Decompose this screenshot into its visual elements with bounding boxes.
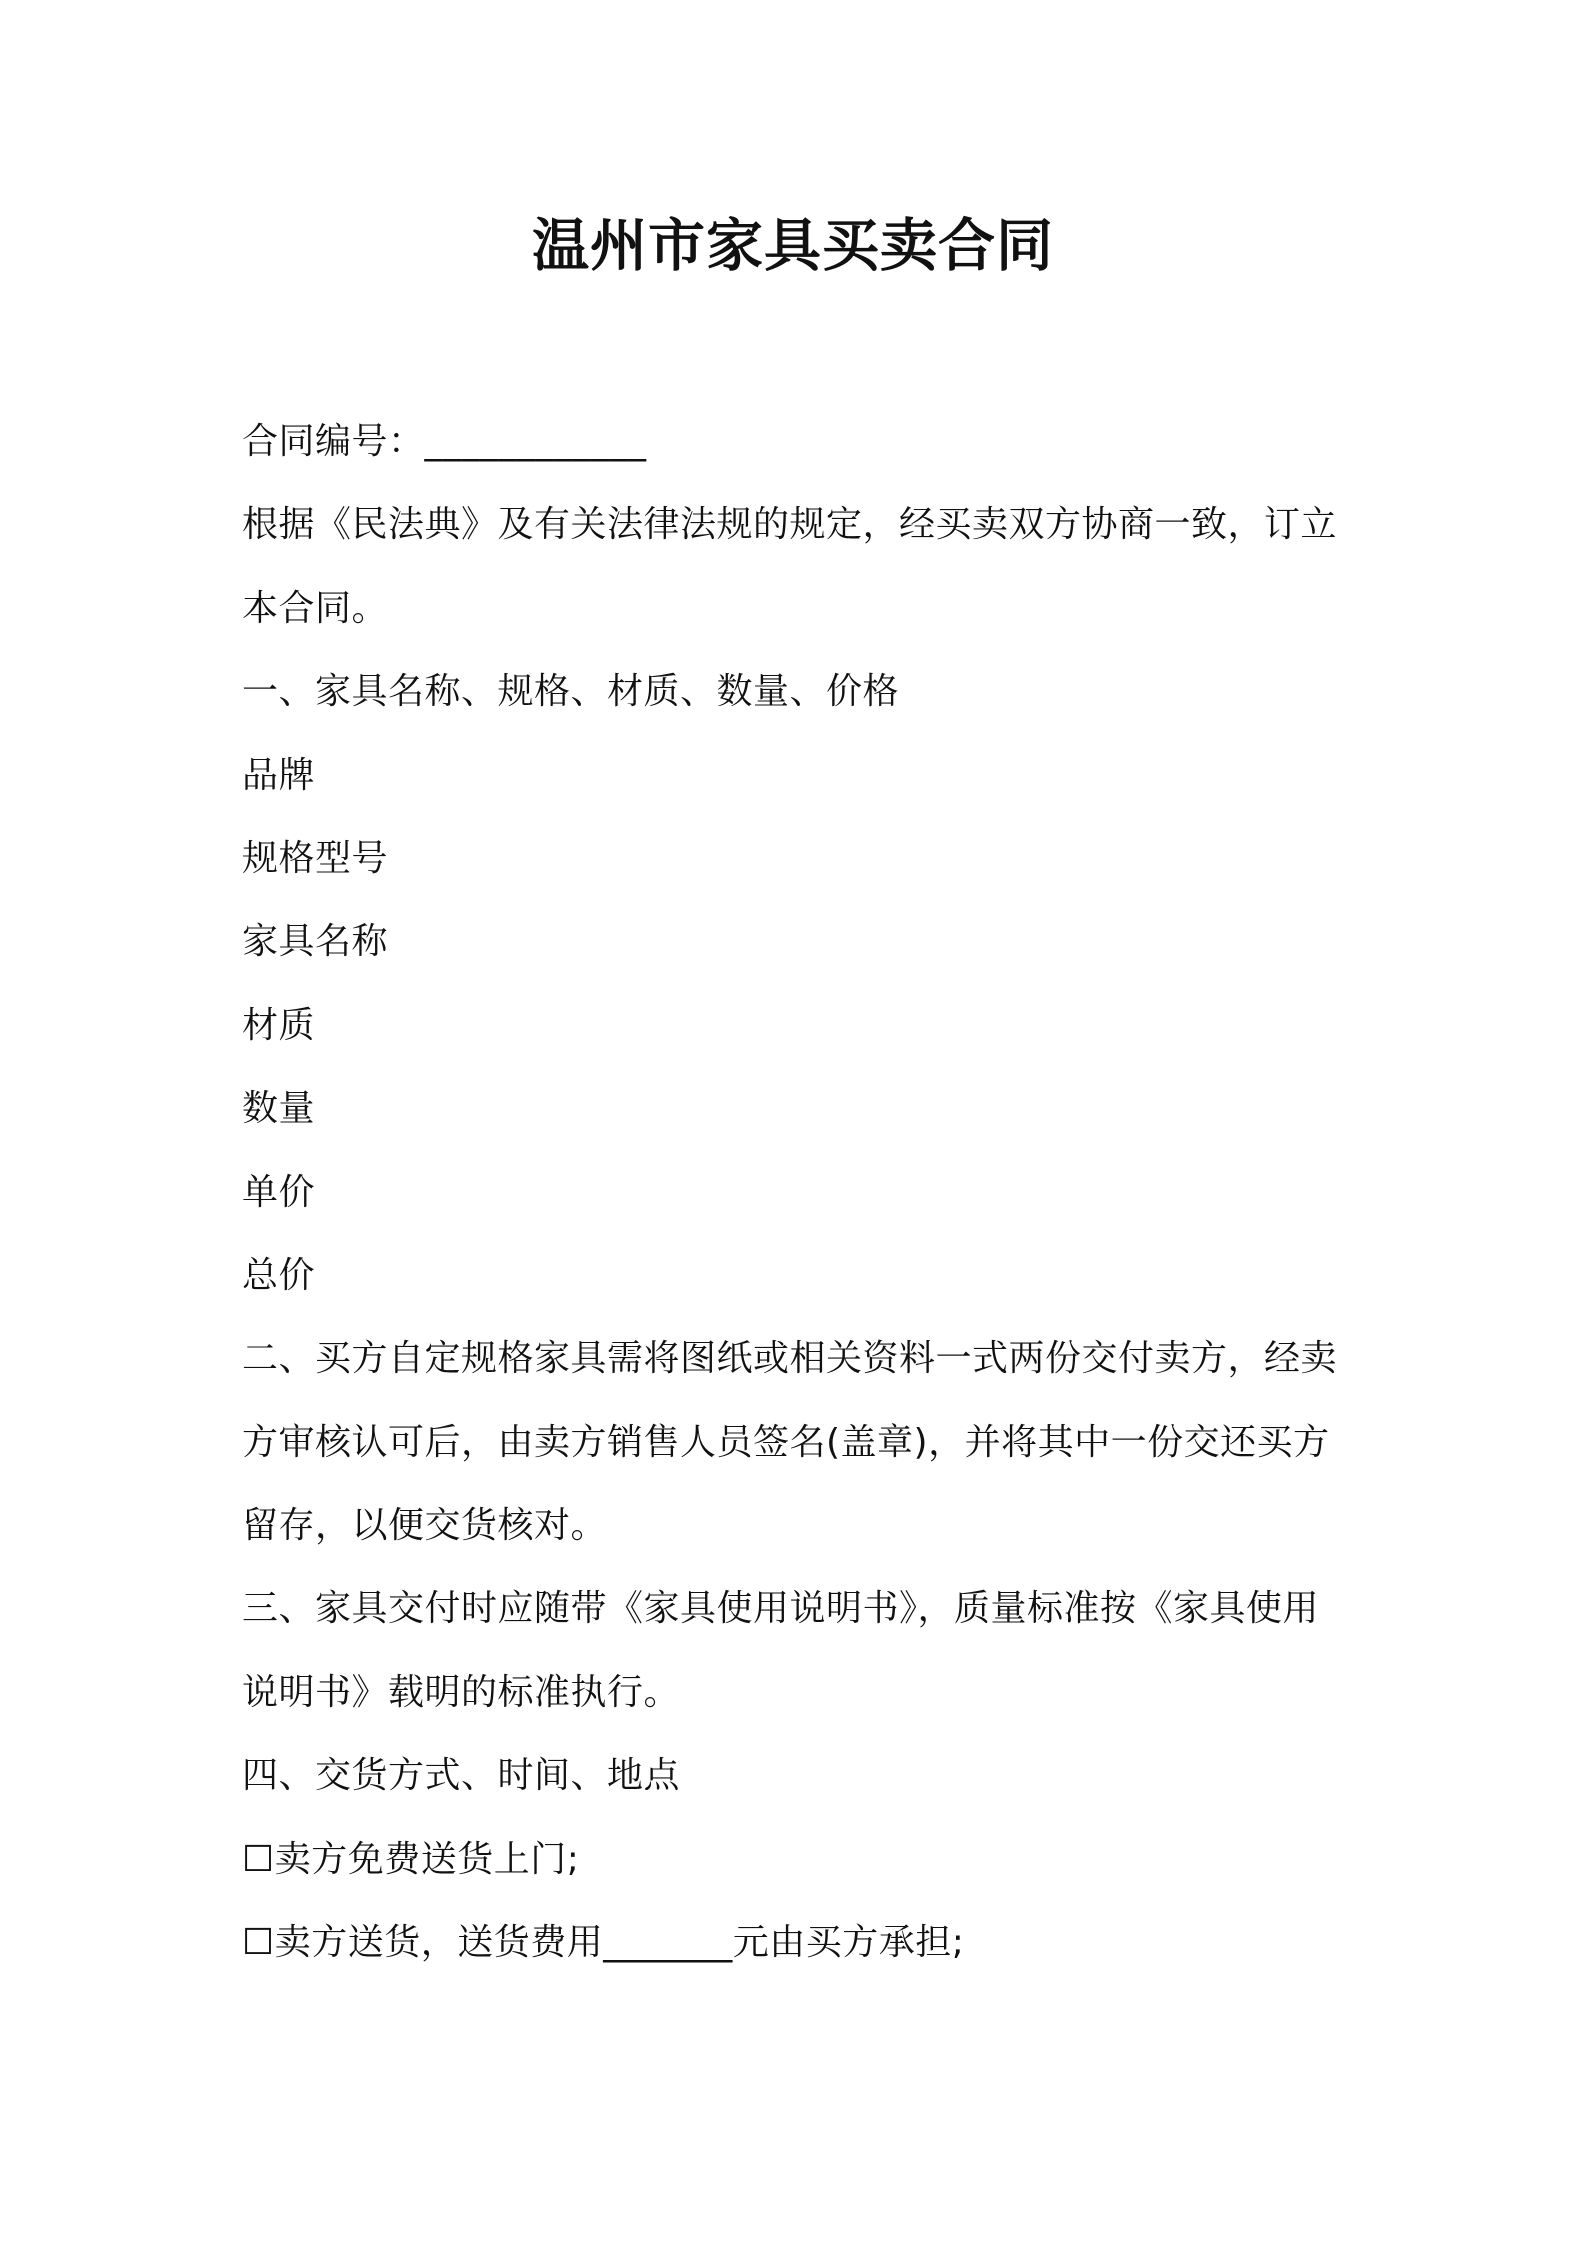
section-1-heading: 一、家具名称、规格、材质、数量、价格 — [242, 671, 900, 713]
section-3-line-1: 三、家具交付时应随带《家具使用说明书》，质量标准按《家具使用 — [242, 1588, 1320, 1630]
section-4-heading: 四、交货方式、时间、地点 — [242, 1755, 681, 1797]
preamble-line-2: 本合同。 — [242, 587, 389, 629]
field-total-price: 总价 — [242, 1254, 316, 1296]
field-quantity: 数量 — [242, 1088, 316, 1130]
delivery-option-paid: ☐卖方送货，送货费用_______元由买方承担; — [242, 1922, 965, 1964]
preamble-line-1: 根据《民法典》及有关法律法规的规定，经买卖双方协商一致，订立 — [242, 504, 1338, 546]
delivery-option-free: ☐卖方免费送货上门; — [242, 1838, 580, 1880]
document-title: 温州市家具买卖合同 — [532, 213, 1054, 279]
field-brand: 品牌 — [242, 754, 316, 796]
contract-number-line: 合同编号：____________ — [242, 421, 647, 462]
field-unit-price: 单价 — [242, 1171, 316, 1213]
section-2-line-3: 留存，以便交货核对。 — [242, 1505, 608, 1547]
section-3-line-2: 说明书》载明的标准执行。 — [242, 1671, 681, 1713]
field-material: 材质 — [242, 1004, 316, 1046]
section-2-line-1: 二、买方自定规格家具需将图纸或相关资料一式两份交付卖方，经卖 — [242, 1338, 1338, 1380]
field-model: 规格型号 — [242, 837, 389, 879]
field-furniture-name: 家具名称 — [242, 921, 389, 963]
document-body — [242, 400, 1362, 1984]
section-2-line-2: 方审核认可后，由卖方销售人员签名(盖章)，并将其中一份交还买方 — [242, 1421, 1330, 1463]
